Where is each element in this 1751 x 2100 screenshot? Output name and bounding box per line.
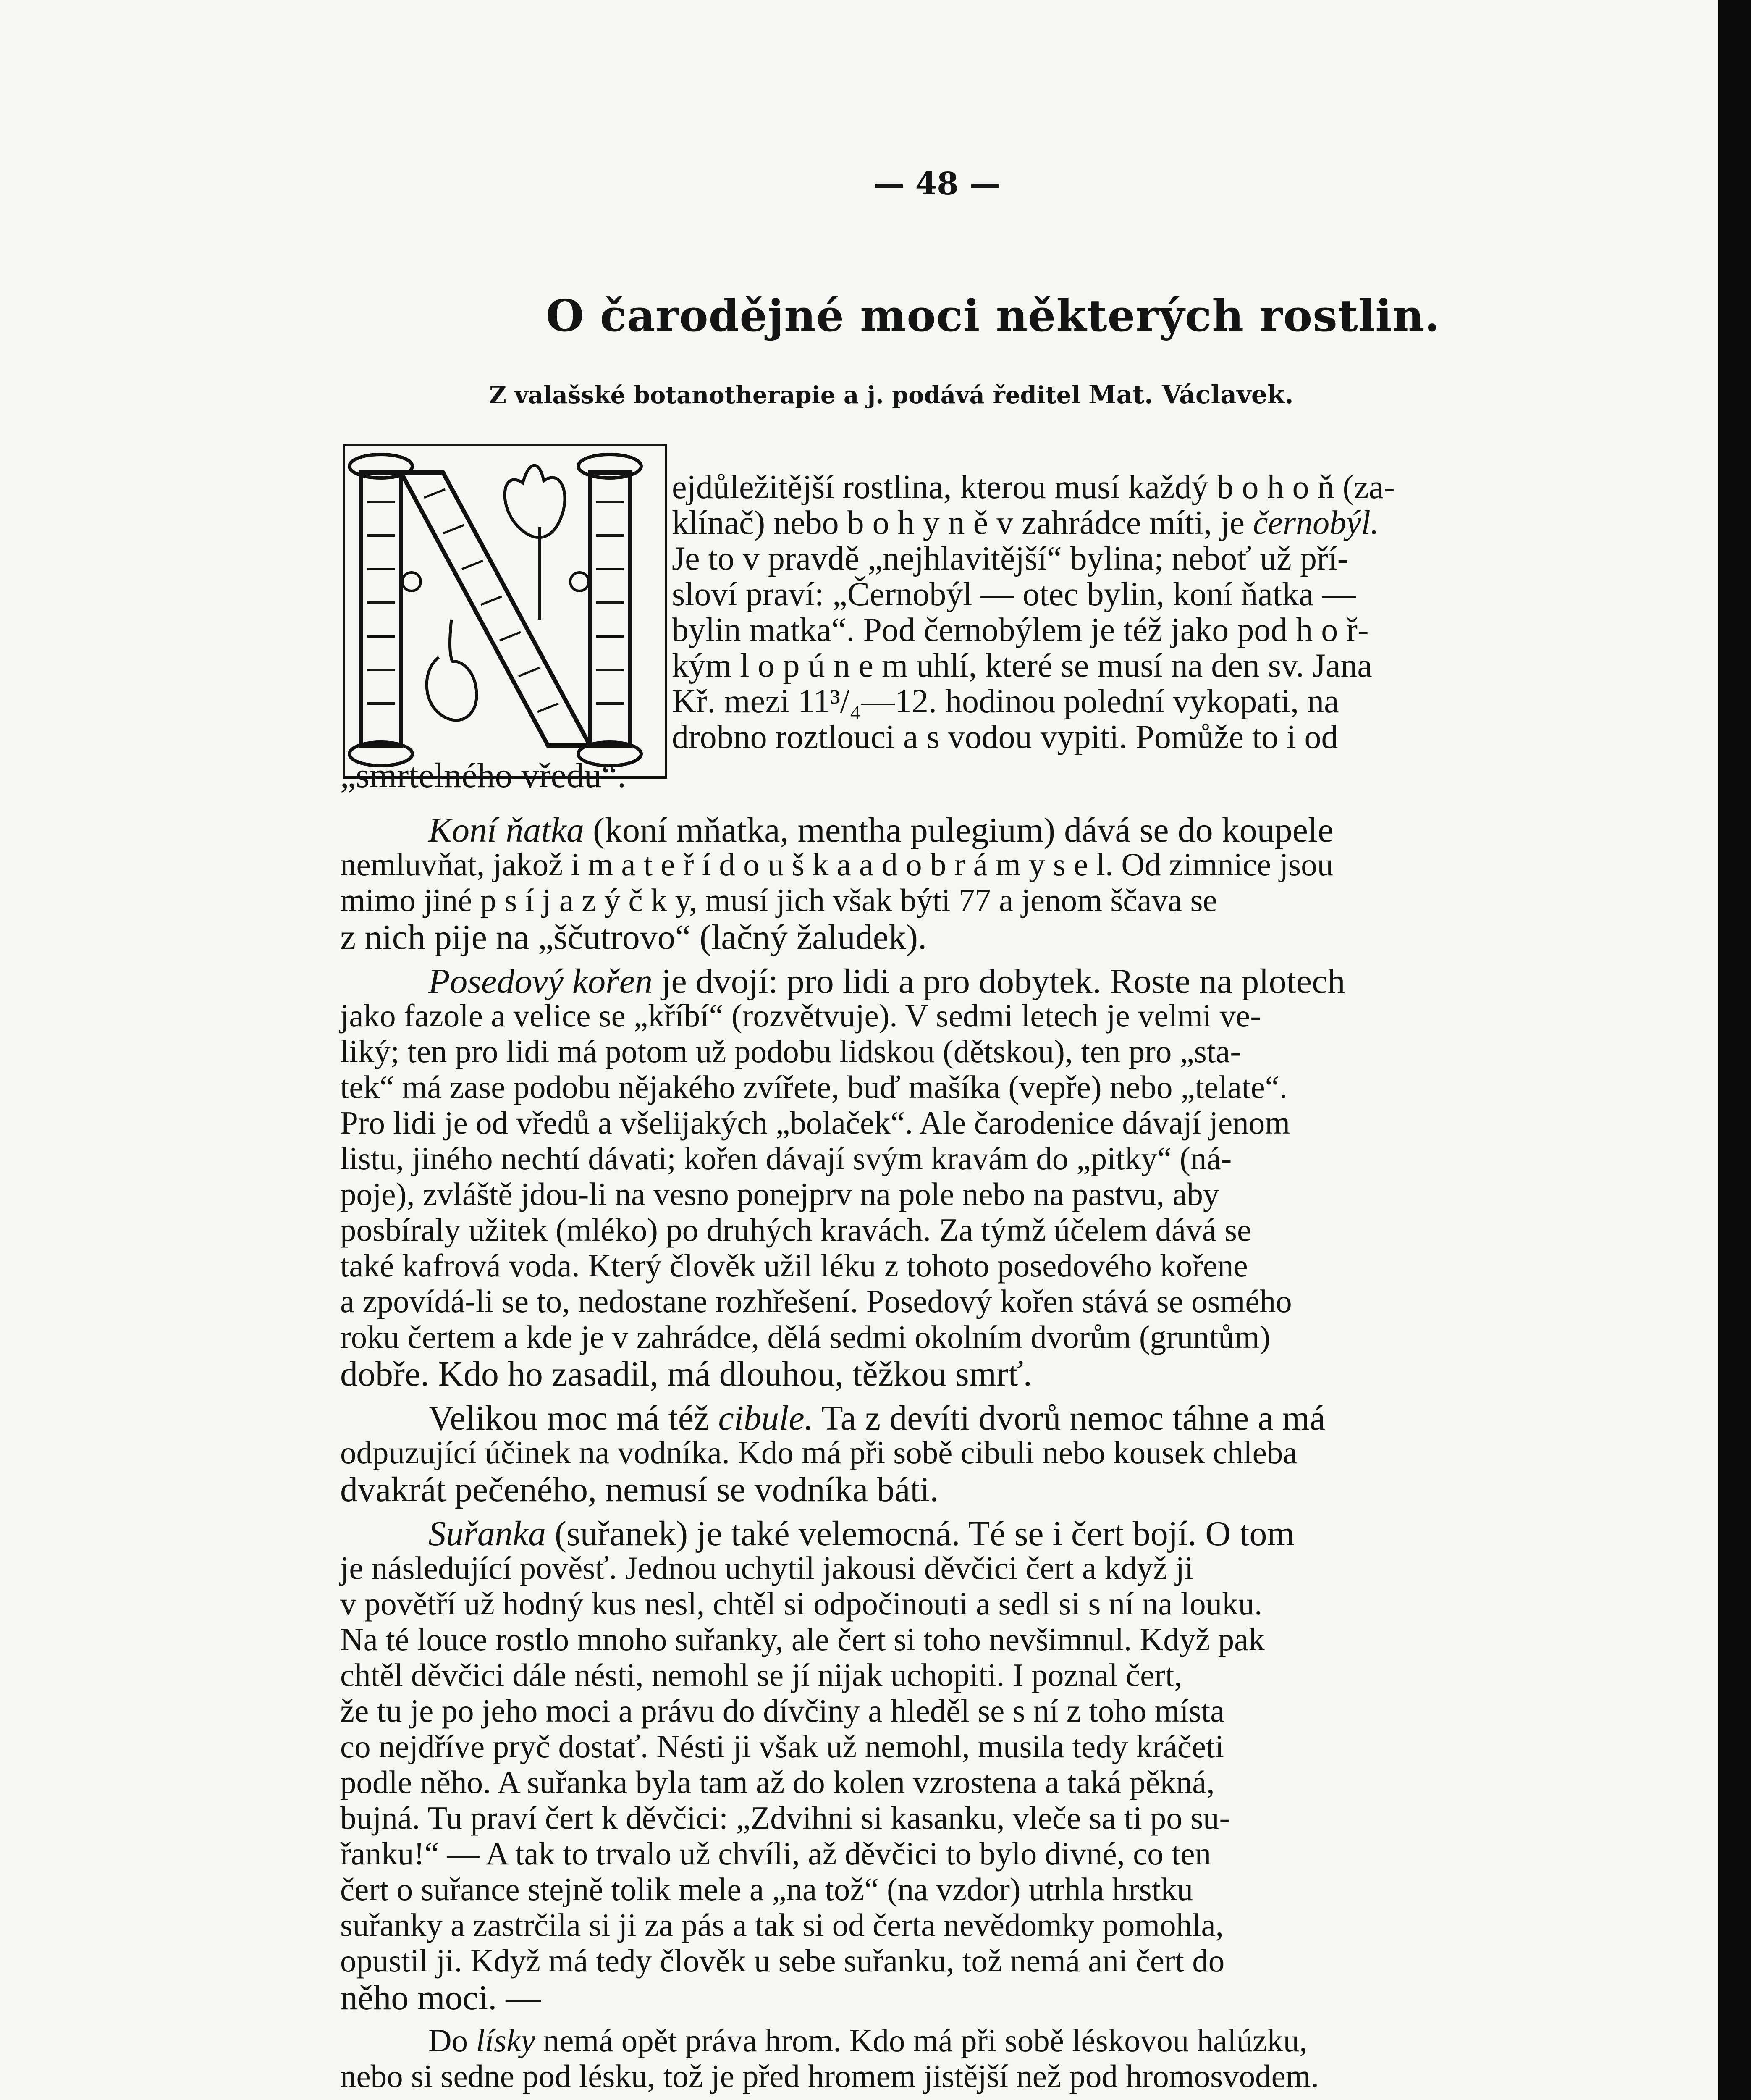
text-run: je následující pověsť. Jednou uchytil jakousi děvčici čert a když ji xyxy=(340,1550,1194,1586)
italic-term: černobýl. xyxy=(1253,504,1379,541)
text-line xyxy=(428,813,1334,848)
text-run: „smrtelného vředu“. xyxy=(340,756,626,795)
text-run: Na té louce rostlo mnoho suřanky, ale čert si toho nevšimnul. Když pak xyxy=(340,1621,1265,1657)
text-line xyxy=(340,1942,1225,1979)
article-title: O čarodějné moci některých rostlin. xyxy=(546,290,1440,341)
text-line xyxy=(672,542,1348,575)
italic-term: Koní ňatka xyxy=(428,811,584,850)
text-line xyxy=(340,1142,1232,1175)
text-run: bylin matka“. Pod černobýlem je též jako pod h o ř- xyxy=(672,612,1369,648)
text-run: roku čertem a kde je v zahrádce, dělá sedmi okolním dvorům (gruntům) xyxy=(340,1319,1271,1355)
text-line xyxy=(340,1178,1219,1210)
article-subtitle xyxy=(489,380,1294,410)
text-run: liký; ten pro lidi má potom už podobu lidskou (dětskou), ten pro „sta- xyxy=(340,1033,1241,1069)
page-number: — 48 — xyxy=(873,166,1001,202)
text-line xyxy=(340,1623,1265,1656)
text-line xyxy=(672,506,1379,540)
text-run: mimo jiné p s í j a z ý č k y, musí jich však býti 77 a jenom ščava se xyxy=(340,882,1217,918)
text-run: Je to v pravdě „nejhlavitější“ bylina; neboť už pří- xyxy=(672,540,1349,577)
italic-term: Posedový kořen xyxy=(428,962,653,1001)
text-line xyxy=(340,1247,1248,1284)
text-run: řanku!“ — A tak to trvalo už chvíli, až děvčici to bylo divné, co ten xyxy=(340,1835,1211,1872)
text-run: nemá opět práva hrom. Kdo má při sobě léskovou halúzku, xyxy=(535,2022,1308,2058)
decorated-initial-letter xyxy=(342,443,668,779)
text-run: jako fazole a velice se „kříbí“ (rozvětvuje). V sedmi letech je velmi ve- xyxy=(340,998,1261,1034)
text-run: nemluvňat, jakož i m a t e ř í d o u š k a a d o b r á m y s e l. Od zimnice jsou xyxy=(340,846,1334,882)
text-run: co nejdříve pryč dostať. Nésti ji však už nemohl, musila tedy kráčeti xyxy=(340,1728,1224,1764)
text-line xyxy=(340,1285,1292,1318)
text-run: také kafrová voda. Který člověk užil léku z tohoto posedového kořene xyxy=(340,1247,1248,1284)
text-run: kým l o p ú n e m uhlí, které se musí na den sv. Jana xyxy=(672,647,1372,684)
text-run: dvakrát pečeného, nemusí se vodníka báti. xyxy=(340,1470,939,1509)
text-run: (koní mňatka, mentha pulegium) dává se do koupele xyxy=(584,811,1334,850)
subtitle-text: Z valašské botanotherapie a j. podává ředitel xyxy=(489,381,1080,409)
text-line xyxy=(340,884,1217,916)
text-line xyxy=(340,1766,1215,1798)
text-line xyxy=(340,1730,1224,1763)
text-run: Kř. mezi 11³/₄—12. hodinou polední vykopati, na xyxy=(672,683,1339,720)
text-line xyxy=(340,1071,1287,1103)
text-run: z nich pije na „ščutrovo“ (lačný žaludek). xyxy=(340,918,927,957)
text-line xyxy=(340,1659,1182,1691)
text-line xyxy=(340,1695,1224,1727)
text-run: poje), zvláště jdou-li na vesno ponejprv na pole nebo na pastvu, aby xyxy=(340,1176,1219,1212)
text-line xyxy=(428,2024,1307,2057)
italic-term: Suřanka xyxy=(428,1514,546,1553)
text-run: posbíraly užitek (mléko) po druhých kravách. Za týmž účelem dává se xyxy=(340,1212,1252,1248)
text-line xyxy=(672,613,1369,647)
text-line xyxy=(672,470,1395,504)
text-line xyxy=(340,1472,938,1507)
author-name: Mat. Václavek. xyxy=(1088,380,1294,410)
text-run: odpuzující účinek na vodníka. Kdo má při sobě cibuli nebo kousek chleba xyxy=(340,1434,1298,1470)
text-line xyxy=(340,1107,1290,1139)
text-line xyxy=(672,720,1338,754)
italic-term: cibule. xyxy=(718,1399,813,1438)
text-line xyxy=(340,1035,1241,1068)
text-line xyxy=(428,964,1345,999)
text-line xyxy=(340,1835,1211,1872)
text-run: dobře. Kdo ho zasadil, má dlouhou, těžkou smrť. xyxy=(340,1354,1032,1394)
text-run: Do xyxy=(428,2022,476,2058)
text-line xyxy=(340,2060,1319,2092)
text-run: podle něho. A suřanka byla tam až do kolen vzrostena a taká pěkná, xyxy=(340,1764,1215,1800)
scan-edge-shadow xyxy=(1718,0,1751,2100)
text-run: čert o suřance stejně tolik mele a „na tož“ (na vzdor) utrhla hrstku xyxy=(340,1871,1193,1907)
text-run: Ta z devíti dvorů nemoc táhne a má xyxy=(813,1399,1326,1438)
text-run: chtěl děvčici dále nésti, nemohl se jí nijak uchopiti. I poznal čert, xyxy=(340,1657,1182,1693)
text-line xyxy=(340,1802,1230,1834)
text-line xyxy=(340,1552,1193,1584)
text-line xyxy=(340,1909,1224,1941)
text-run: že tu je po jeho moci a právu do dívčiny a hleděl se s ní z toho místa xyxy=(340,1693,1225,1729)
text-run: nebo si sedne pod lésku, tož je před hromem jistější než pod hromosvodem. xyxy=(340,2058,1319,2094)
text-run: Pro lidi je od vředů a všelijakých „bolaček“. Ale čarodenice dávají jenom xyxy=(340,1105,1290,1141)
text-run: sloví praví: „Černobýl — otec bylin, koní ňatka — xyxy=(672,576,1356,613)
text-line xyxy=(340,1588,1262,1620)
text-line xyxy=(340,758,626,793)
text-run: opustil ji. Když má tedy člověk u sebe suřanku, tož nemá ani čert do xyxy=(340,1942,1225,1979)
text-line xyxy=(672,649,1372,682)
text-run: bujná. Tu praví čert k děvčici: „Zdvihni si kasanku, vleče sa ti po su- xyxy=(340,1800,1230,1836)
text-run: něho moci. — xyxy=(340,1978,541,2017)
text-line xyxy=(672,685,1339,718)
text-run: klínač) nebo b o h y n ě v zahrádce míti, je xyxy=(672,504,1253,541)
text-line xyxy=(340,920,927,955)
text-line xyxy=(428,1516,1295,1551)
text-line xyxy=(340,1000,1261,1032)
text-line xyxy=(340,1436,1297,1469)
text-line xyxy=(672,578,1356,611)
text-line xyxy=(340,848,1333,881)
text-line xyxy=(428,1401,1325,1436)
text-line xyxy=(340,1980,541,2016)
text-run: listu, jiného nechtí dávati; kořen dávají svým kravám do „pitky“ (ná- xyxy=(340,1140,1232,1176)
text-run: v povětří už hodný kus nesl, chtěl si odpočinouti a sedl si s ní na louku. xyxy=(340,1586,1263,1622)
text-run: ejdůležitější rostlina, kterou musí každý b o h o ň (za- xyxy=(672,469,1395,506)
text-line xyxy=(340,1354,1032,1394)
text-run: (suřanek) je také velemocná. Té se i čert bojí. O tom xyxy=(545,1514,1295,1553)
text-run: drobno roztlouci a s vodou vypiti. Pomůže to i od xyxy=(672,719,1338,756)
text-line xyxy=(340,1321,1270,1353)
text-line xyxy=(340,1214,1251,1246)
text-line xyxy=(340,1873,1193,1906)
text-run: suřanky a zastrčila si ji za pás a tak si od čerta nevědomky pomohla, xyxy=(340,1907,1224,1943)
italic-term: lísky xyxy=(476,2022,535,2058)
text-run: a zpovídá-li se to, nedostane rozhřešení. Posedový kořen stává se osmého xyxy=(340,1283,1292,1319)
text-run: je dvojí: pro lidi a pro dobytek. Roste na plotech xyxy=(653,962,1345,1001)
text-run: Velikou moc má též xyxy=(428,1399,718,1438)
text-run: tek“ má zase podobu nějakého zvířete, buď mašíka (vepře) nebo „telate“. xyxy=(340,1069,1288,1105)
